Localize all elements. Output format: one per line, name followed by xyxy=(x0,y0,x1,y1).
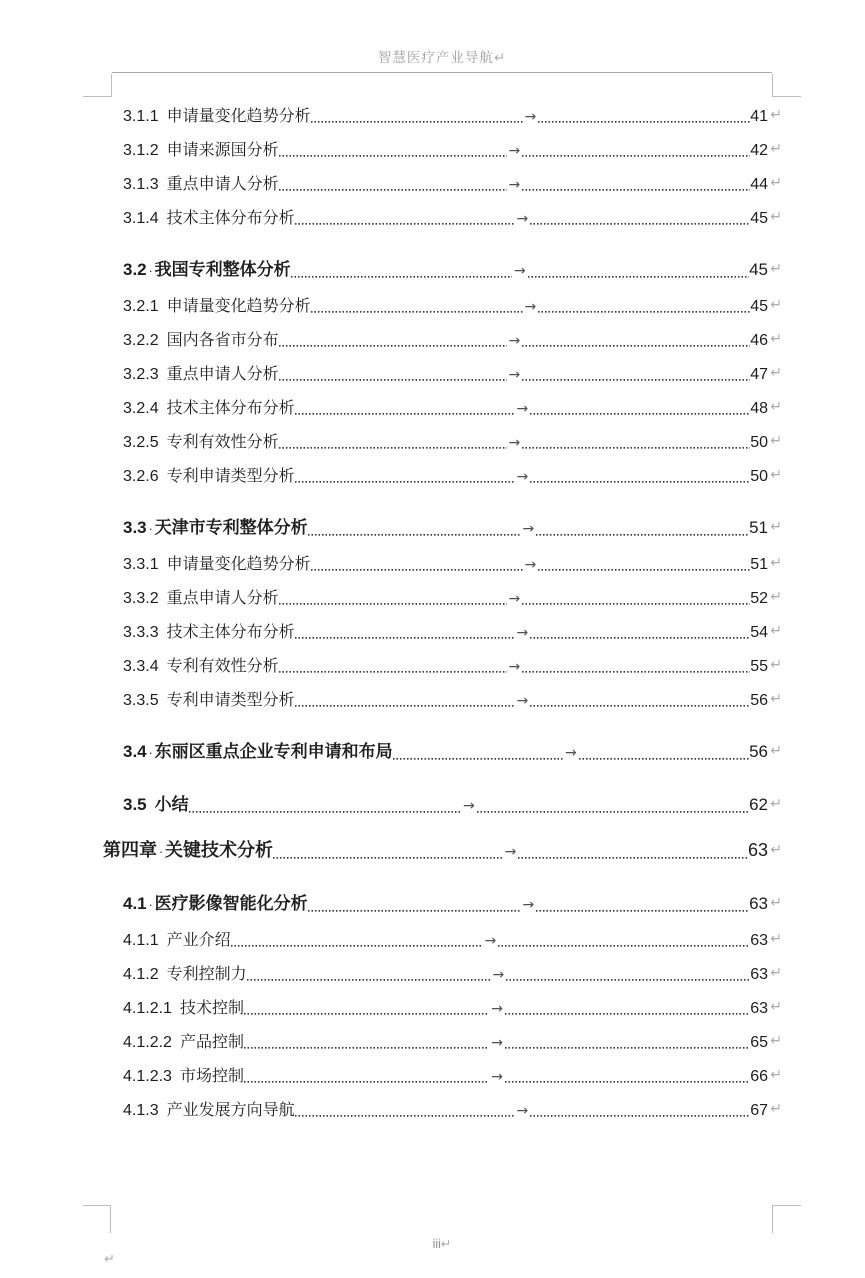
toc-entry-number: 3.1.2 xyxy=(123,142,159,159)
tab-arrow-icon: → xyxy=(516,1103,529,1119)
toc-entry-number: 4.1.2.2 xyxy=(123,1034,172,1051)
toc-entry[interactable] xyxy=(123,793,782,818)
dot-leader xyxy=(530,622,750,644)
return-mark-icon: ↵ xyxy=(770,657,782,673)
toc-entry-number: 4.1 xyxy=(123,894,147,913)
tab-arrow-icon: → xyxy=(516,693,529,709)
dot-leader xyxy=(295,622,515,644)
toc-entry-page-number: 50 xyxy=(750,434,769,451)
tab-arrow-icon: → xyxy=(516,401,529,417)
toc-entry-label xyxy=(123,330,279,352)
return-mark-icon: ↵ xyxy=(770,467,782,483)
return-mark-icon: ↵ xyxy=(440,1236,452,1251)
toc-entry-number: 3.2.1 xyxy=(123,298,159,315)
toc-entry-page-number: 48 xyxy=(750,400,769,417)
toc-entry-page-number: 41 xyxy=(750,108,769,125)
toc-entry-number: 3.2.5 xyxy=(123,434,159,451)
toc-entry-page-number: 50 xyxy=(750,468,769,485)
toc-entry[interactable] xyxy=(123,466,782,488)
dot-leader xyxy=(530,466,750,488)
toc-entry-label xyxy=(123,1066,244,1088)
toc-entry-title: 国内各省市分布 xyxy=(166,332,279,349)
dot-leader xyxy=(393,740,563,765)
toc-entry-number: 3.3.5 xyxy=(123,692,159,709)
dot-leader xyxy=(536,516,749,541)
toc-entry-label xyxy=(123,466,295,488)
toc-entry-label xyxy=(123,964,247,986)
toc-entry[interactable] xyxy=(123,208,782,230)
toc-entry[interactable] xyxy=(123,964,782,986)
return-mark-icon: ↵ xyxy=(770,175,782,191)
space-formatting-mark: · xyxy=(148,263,153,278)
toc-entry-page-number: 63 xyxy=(747,840,769,860)
tab-arrow-icon: → xyxy=(522,897,535,913)
dot-leader xyxy=(279,432,507,454)
document-footer xyxy=(112,1236,772,1251)
toc-entry-title: 市场控制 xyxy=(179,1068,244,1085)
space-formatting-mark: · xyxy=(148,745,153,760)
toc-entry-label xyxy=(123,364,279,386)
toc-entry-page-number: 63 xyxy=(750,932,769,949)
toc-entry[interactable] xyxy=(123,330,782,352)
toc-entry-label xyxy=(103,838,273,864)
dot-leader xyxy=(505,998,750,1020)
tab-arrow-icon: → xyxy=(508,435,521,451)
toc-entry-page-number: 46 xyxy=(750,332,769,349)
toc-entry-title: 我国专利整体分析 xyxy=(154,260,291,279)
dot-leader xyxy=(311,106,523,128)
return-mark-icon: ↵ xyxy=(770,297,782,313)
toc-entry[interactable] xyxy=(123,174,782,196)
toc-entry-title: 技术控制 xyxy=(179,1000,244,1017)
space-formatting-mark: · xyxy=(148,897,153,912)
toc-entry-number: 3.1.3 xyxy=(123,176,159,193)
toc-entry-page-number: 63 xyxy=(750,1000,769,1017)
toc-entry[interactable] xyxy=(123,622,782,644)
toc-entry-label xyxy=(123,140,279,162)
toc-entry-label xyxy=(123,740,393,764)
toc-entry-page-number: 42 xyxy=(750,142,769,159)
toc-entry-label xyxy=(123,174,279,196)
toc-entry-page-number: 62 xyxy=(749,795,769,814)
tab-arrow-icon: → xyxy=(508,659,521,675)
toc-entry-number: 3.1.4 xyxy=(123,210,159,227)
toc-entry-number: 3.3.1 xyxy=(123,556,159,573)
tab-arrow-icon: → xyxy=(522,521,535,537)
document-header xyxy=(112,46,772,73)
toc-entry-title: 医疗影像智能化分析 xyxy=(154,894,308,913)
dot-leader xyxy=(538,554,750,576)
toc-entry-label xyxy=(123,516,308,540)
toc-entry-label xyxy=(123,554,311,576)
dot-leader xyxy=(498,930,750,952)
dot-leader xyxy=(295,466,515,488)
space-formatting-mark: · xyxy=(158,844,164,859)
toc-entry-page-number: 52 xyxy=(750,590,769,607)
toc-entry-title: 小结 xyxy=(154,795,189,814)
toc-entry[interactable] xyxy=(123,690,782,712)
toc-entry[interactable] xyxy=(103,838,782,864)
toc-entry-number: 4.1.2 xyxy=(123,966,159,983)
toc-entry-label xyxy=(123,106,311,128)
toc-entry-title: 专利控制力 xyxy=(166,966,247,983)
toc-entry-page-number: 63 xyxy=(750,966,769,983)
return-mark-icon: ↵ xyxy=(770,519,782,535)
dot-leader xyxy=(505,1066,750,1088)
tab-arrow-icon: → xyxy=(508,143,521,159)
toc-entry-title: 申请量变化趋势分析 xyxy=(166,108,311,125)
toc-entry-label xyxy=(123,258,291,282)
tab-arrow-icon: → xyxy=(524,299,537,315)
toc-entry-title: 关键技术分析 xyxy=(165,840,273,860)
return-mark-icon: ↵ xyxy=(770,261,782,277)
tab-arrow-icon: → xyxy=(463,798,475,814)
toc-entry-title: 专利申请类型分析 xyxy=(166,468,295,485)
tab-arrow-icon: → xyxy=(516,211,529,227)
tab-arrow-icon: → xyxy=(491,1069,503,1085)
footer-page-number: iii xyxy=(432,1237,441,1251)
space-formatting-mark: · xyxy=(148,521,153,536)
toc-entry[interactable] xyxy=(123,516,782,541)
toc-entry-title: 产业介绍 xyxy=(166,932,231,949)
toc-entry-number: 4.1.2.1 xyxy=(123,1000,172,1017)
toc-entry-number: 3.3.4 xyxy=(123,658,159,675)
toc-entry-number: 4.1.1 xyxy=(123,932,159,949)
toc-entry-title: 专利申请类型分析 xyxy=(166,692,295,709)
toc-entry-title: 技术主体分布分析 xyxy=(166,624,295,641)
dot-leader xyxy=(506,964,750,986)
dot-leader xyxy=(247,964,491,986)
dot-leader xyxy=(273,838,503,864)
dot-leader xyxy=(279,140,507,162)
margin-crop-mark-bottom-right xyxy=(772,1205,773,1233)
toc-entry-label xyxy=(123,398,295,420)
tab-arrow-icon: → xyxy=(508,367,521,383)
return-mark-icon: ↵ xyxy=(770,331,782,347)
return-mark-icon: ↵ xyxy=(770,623,782,639)
toc-entry-title: 重点申请人分析 xyxy=(166,590,279,607)
dot-leader xyxy=(244,1032,489,1054)
toc-entry-number: 3.3.3 xyxy=(123,624,159,641)
toc-entry-page-number: 63 xyxy=(749,894,769,913)
toc-entry[interactable] xyxy=(123,364,782,386)
dot-leader xyxy=(522,140,750,162)
toc-entry-label xyxy=(123,296,311,318)
return-mark-icon: ↵ xyxy=(770,433,782,449)
return-mark-icon: ↵ xyxy=(770,555,782,571)
tab-arrow-icon: → xyxy=(516,625,529,641)
dot-leader xyxy=(530,398,750,420)
toc-entry-title: 产业发展方向导航 xyxy=(166,1102,295,1119)
toc-entry[interactable] xyxy=(123,656,782,678)
toc-entry-number: 3.2 xyxy=(123,260,147,279)
tab-arrow-icon: → xyxy=(504,844,517,860)
dot-leader xyxy=(244,1066,489,1088)
tab-arrow-icon: → xyxy=(508,177,521,193)
dot-leader xyxy=(530,690,750,712)
toc-entry-page-number: 55 xyxy=(750,658,769,675)
toc-entry-title: 技术主体分布分析 xyxy=(166,210,295,227)
toc-entry-page-number: 56 xyxy=(749,742,769,761)
toc-entry-label xyxy=(123,998,244,1020)
toc-entry[interactable] xyxy=(123,998,782,1020)
tab-arrow-icon: → xyxy=(484,933,497,949)
dot-leader xyxy=(279,656,507,678)
tab-arrow-icon: → xyxy=(491,1035,503,1051)
tab-arrow-icon: → xyxy=(516,469,529,485)
dot-leader xyxy=(530,1100,750,1122)
dot-leader xyxy=(522,656,750,678)
toc-entry-label xyxy=(123,656,279,678)
toc-entry[interactable] xyxy=(123,930,782,952)
dot-leader xyxy=(279,588,507,610)
tab-arrow-icon: → xyxy=(492,967,505,983)
toc-entry-label xyxy=(123,622,295,644)
tab-arrow-icon: → xyxy=(491,1001,503,1017)
dot-leader xyxy=(279,330,507,352)
dot-leader xyxy=(522,364,750,386)
toc-entry[interactable] xyxy=(123,1032,782,1054)
dot-leader xyxy=(538,296,750,318)
toc-entry-label xyxy=(123,892,308,916)
margin-crop-mark-top-left xyxy=(111,74,112,97)
dot-leader xyxy=(522,330,750,352)
toc-entry-number: 4.1.2.3 xyxy=(123,1068,172,1085)
tab-arrow-icon: → xyxy=(508,591,521,607)
toc-entry-title: 重点申请人分析 xyxy=(166,366,279,383)
return-mark-icon: ↵ xyxy=(770,691,782,707)
dot-leader xyxy=(522,432,750,454)
toc-entry[interactable] xyxy=(123,588,782,610)
return-mark-icon: ↵ xyxy=(770,399,782,415)
dot-leader xyxy=(528,258,749,283)
toc-entry-page-number: 56 xyxy=(750,692,769,709)
toc-entry-title: 技术主体分布分析 xyxy=(166,400,295,417)
toc-entry-page-number: 51 xyxy=(749,518,769,537)
return-mark-icon: ↵ xyxy=(770,796,782,812)
dot-leader xyxy=(518,838,748,864)
header-title: 智慧医疗产业导航 xyxy=(377,50,494,65)
toc-entry-page-number: 45 xyxy=(750,298,769,315)
dot-leader xyxy=(244,998,489,1020)
margin-crop-mark-top-right xyxy=(772,96,801,97)
toc-entry-number: 3.5 xyxy=(123,795,147,814)
toc-entry-title: 申请来源国分析 xyxy=(166,142,279,159)
toc-entry-label xyxy=(123,432,279,454)
toc-entry[interactable] xyxy=(123,892,782,917)
toc-entry-page-number: 54 xyxy=(750,624,769,641)
dot-leader xyxy=(189,793,461,818)
return-mark-icon: ↵ xyxy=(770,1033,782,1049)
toc-entry-number: 3.2.4 xyxy=(123,400,159,417)
toc-entry-title: 产品控制 xyxy=(179,1034,244,1051)
toc-entry-number: 3.1.1 xyxy=(123,108,159,125)
toc-entry-number: 4.1.3 xyxy=(123,1102,159,1119)
margin-crop-mark-bottom-left xyxy=(110,1205,111,1233)
dot-leader xyxy=(295,208,515,230)
toc-entry-title: 专利有效性分析 xyxy=(166,658,279,675)
dot-leader xyxy=(291,258,512,283)
toc-entry-title: 专利有效性分析 xyxy=(166,434,279,451)
toc-entry-label xyxy=(123,1100,295,1122)
toc-entry[interactable] xyxy=(123,398,782,420)
return-mark-icon: ↵ xyxy=(770,999,782,1015)
tab-arrow-icon: → xyxy=(565,745,577,761)
dot-leader xyxy=(295,398,515,420)
dot-leader xyxy=(522,174,750,196)
table-of-contents xyxy=(103,95,782,1122)
dot-leader xyxy=(536,892,749,917)
return-mark-icon: ↵ xyxy=(770,107,782,123)
margin-crop-mark-top-left xyxy=(83,96,112,97)
return-mark-icon: ↵ xyxy=(104,1252,115,1267)
dot-leader xyxy=(308,892,521,917)
toc-entry-number: 3.4 xyxy=(123,742,147,761)
toc-entry-title: 天津市专利整体分析 xyxy=(154,518,308,537)
return-mark-icon: ↵ xyxy=(770,743,782,759)
dot-leader xyxy=(530,208,750,230)
toc-entry-number: 3.2.2 xyxy=(123,332,159,349)
dot-leader xyxy=(308,516,521,541)
toc-entry-title: 重点申请人分析 xyxy=(166,176,279,193)
toc-entry-page-number: 44 xyxy=(750,176,769,193)
toc-entry-label xyxy=(123,930,231,952)
tab-arrow-icon: → xyxy=(524,557,537,573)
margin-crop-mark-bottom-left xyxy=(83,1205,111,1206)
toc-entry-label xyxy=(123,208,295,230)
toc-entry-page-number: 45 xyxy=(749,260,769,279)
dot-leader xyxy=(295,690,515,712)
toc-entry-page-number: 51 xyxy=(750,556,769,573)
return-mark-icon: ↵ xyxy=(770,931,782,947)
toc-entry-label xyxy=(123,690,295,712)
return-mark-icon: ↵ xyxy=(770,842,782,858)
toc-entry-page-number: 67 xyxy=(750,1102,769,1119)
toc-entry-number: 3.3 xyxy=(123,518,147,537)
toc-entry-page-number: 45 xyxy=(750,210,769,227)
toc-entry-number: 3.2.6 xyxy=(123,468,159,485)
return-mark-icon: ↵ xyxy=(493,50,507,66)
dot-leader xyxy=(538,106,750,128)
margin-crop-mark-bottom-right xyxy=(772,1205,801,1206)
dot-leader xyxy=(311,296,523,318)
toc-entry[interactable] xyxy=(123,1066,782,1088)
toc-entry-title: 申请量变化趋势分析 xyxy=(166,556,311,573)
return-mark-icon: ↵ xyxy=(770,1067,782,1083)
toc-entry[interactable] xyxy=(123,296,782,318)
toc-entry-title: 东丽区重点企业专利申请和布局 xyxy=(154,742,393,761)
toc-entry-number: 3.2.3 xyxy=(123,366,159,383)
toc-entry[interactable] xyxy=(123,258,782,283)
return-mark-icon: ↵ xyxy=(770,895,782,911)
toc-entry-label xyxy=(123,588,279,610)
toc-entry[interactable] xyxy=(123,740,782,765)
dot-leader xyxy=(505,1032,750,1054)
return-mark-icon: ↵ xyxy=(770,965,782,981)
dot-leader xyxy=(279,174,507,196)
return-mark-icon: ↵ xyxy=(770,209,782,225)
toc-entry[interactable] xyxy=(123,432,782,454)
return-mark-icon: ↵ xyxy=(770,589,782,605)
toc-entry-page-number: 66 xyxy=(750,1068,769,1085)
dot-leader xyxy=(295,1100,515,1122)
return-mark-icon: ↵ xyxy=(770,365,782,381)
dot-leader xyxy=(231,930,483,952)
tab-arrow-icon: → xyxy=(508,333,521,349)
tab-arrow-icon: → xyxy=(514,263,526,279)
dot-leader xyxy=(279,364,507,386)
return-mark-icon: ↵ xyxy=(770,1101,782,1117)
toc-entry-label xyxy=(123,1032,244,1054)
toc-entry-label xyxy=(123,793,189,816)
toc-entry[interactable] xyxy=(123,1100,782,1122)
toc-entry[interactable] xyxy=(123,140,782,162)
dot-leader xyxy=(477,793,749,818)
toc-entry-number: 第四章 xyxy=(103,840,157,860)
dot-leader xyxy=(522,588,750,610)
toc-entry[interactable] xyxy=(123,554,782,576)
return-mark-icon: ↵ xyxy=(770,141,782,157)
dot-leader xyxy=(579,740,749,765)
dot-leader xyxy=(311,554,523,576)
toc-entry-title: 申请量变化趋势分析 xyxy=(166,298,311,315)
margin-crop-mark-top-right xyxy=(772,74,773,97)
toc-entry[interactable] xyxy=(123,106,782,128)
tab-arrow-icon: → xyxy=(524,109,537,125)
toc-entry-number: 3.3.2 xyxy=(123,590,159,607)
toc-entry-page-number: 47 xyxy=(750,366,769,383)
toc-entry-page-number: 65 xyxy=(750,1034,769,1051)
